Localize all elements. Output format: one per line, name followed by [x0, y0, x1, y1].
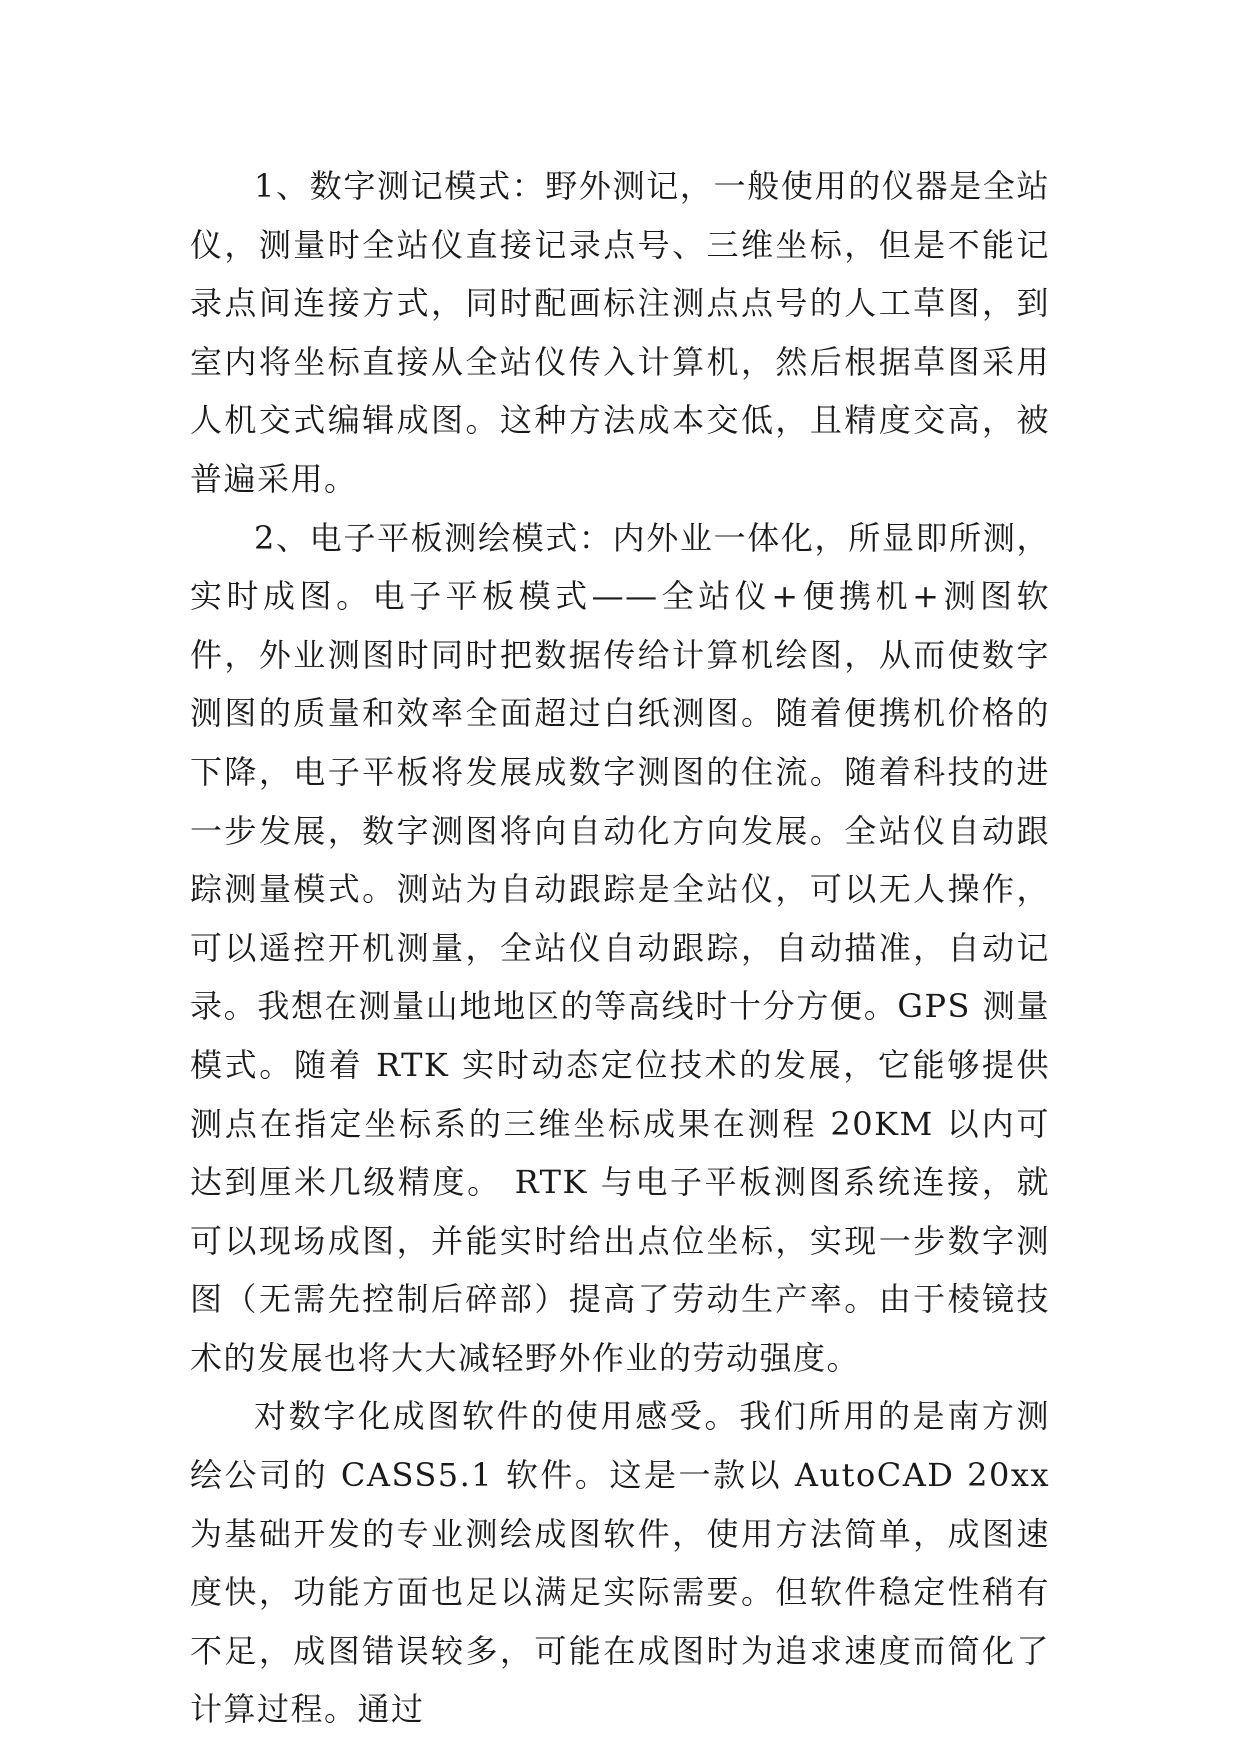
paragraph-digital-survey-mode: 1、数字测记模式：野外测记，一般使用的仪器是全站仪，测量时全站仪直接记录点号、三维坐标，但是不能记录点间连接方式，同时配画标注测点点号的人工草图，到室内将坐标直接从全站仪传入计算机，然后根据草图采用人机交式编辑成图。这种方法成本交低，且精度交高，被普遍采用。 — [190, 167, 1050, 498]
paragraph-electronic-tablet-mode: 2、电子平板测绘模式：内外业一体化，所显即所测，实时成图。电子平板模式——全站仪+便携机+测图软件，外业测图时同时把数据传给计算机绘图，从而使数字测图的质量和效率全面超过白纸测图。随着便携机价格的下降，电子平板将发展成数字测图的住流。随着科技的进一步发展，数字测图将向自动化方向发展。全站仪自动跟踪测量模式。测站为自动跟踪是全站仪，可以无人操作，可以遥控开机测量，全站仪自动跟踪，自动描准，自动记录。我想在测量山地地区的等高线时十分方便。GPS 测量模式。随着 RTK 实时动态定位技术的发展，它能够提供测点在指定坐标系的三维坐标成果在测程 20KM 以内可达到厘米几级精度。 RTK 与电子平板测图系统连接，就可以现场成图，并能实时给出点位坐标，实现一步数字测图（无需先控制后碎部）提高了劳动生产率。由于棱镜技术的发展也将大大减轻野外作业的劳动强度。 — [190, 518, 1050, 1377]
document-body — [190, 157, 1050, 1739]
paragraph-software-experience: 对数字化成图软件的使用感受。我们所用的是南方测绘公司的 CASS5.1 软件。这是一款以 AutoCAD 20xx 为基础开发的专业测绘成图软件，使用方法简单，成图速度快，功能方面也足以满足实际需要。但软件稳定性稍有不足，成图错误较多，可能在成图时为追求速度而简化了计算过程。通过 — [190, 1397, 1050, 1729]
